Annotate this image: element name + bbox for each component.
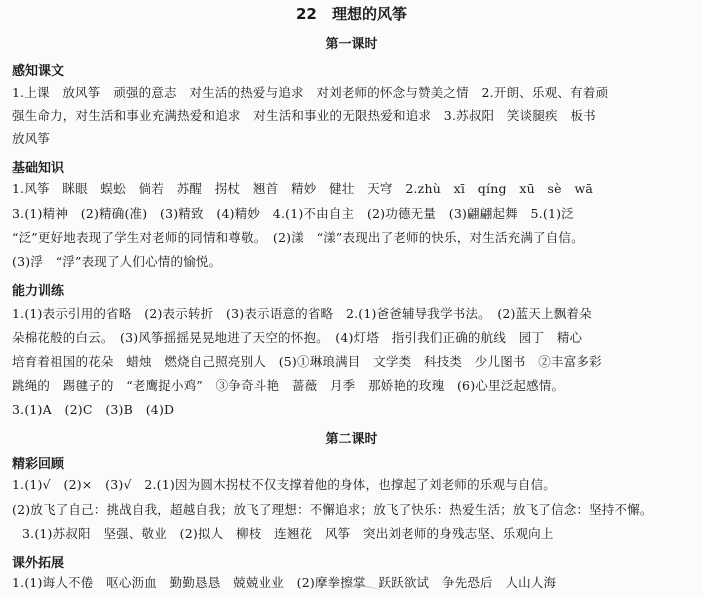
basics-line: “泛”更好地表现了学生对老师的同情和尊敬。 (2)漾 “漾”表现出了老师的快乐，对生活充满了自信。	[12, 230, 584, 245]
basics-line: 3.(1)精神 (2)精确(准) (3)精致 (4)精妙 4.(1)不由自主 (2)功德无量 (3)翩翩起舞 5.(1)泛	[12, 206, 574, 221]
extension-heading: 课外拓展	[12, 556, 65, 571]
training-line: 1.(1)表示引用的省略 (2)表示转折 (3)表示语意的省略 2.(1)爸爸辅导我学书法。 (2)蓝天上飘着朵	[12, 306, 592, 321]
lesson2-heading: 第二课时	[325, 432, 378, 447]
basics-line: (3)浮 “浮”表现了人们心情的愉悦。	[12, 254, 222, 269]
perception-line: 1.上课 放风筝 顽强的意志 对生活的热爱与追求 对刘老师的怀念与赞美之情 2.开朗、乐观、有着顽	[12, 85, 609, 100]
training-line: 3.(1)A (2)C (3)B (4)D	[12, 402, 175, 417]
review-heading: 精彩回顾	[12, 457, 65, 472]
training-line: 朵棉花般的白云。 (3)风筝摇摇晃晃地进了天空的怀抱。 (4)灯塔 指引我们正确的航线 园丁 精心	[12, 330, 583, 345]
lesson1-heading: 第一课时	[325, 37, 378, 52]
page-title	[0, 3, 703, 24]
training-line: 培育着祖国的花朵 蜡烛 燃烧自己照亮别人 (5)①琳琅满目 文学类 科技类 少儿图书 ②丰富多彩	[12, 354, 602, 369]
review-line: (2)放飞了自己：挑战自我，超越自我；放飞了理想：不懈追求；放飞了快乐：热爱生活；放飞了信念：坚持不懈。	[12, 502, 653, 517]
perception-heading: 感知课文	[12, 64, 65, 79]
basics-line: 1.风筝 眯眼 蜈蚣 倘若 苏醒 拐杖 翘首 精妙 健壮 天穹 2.zhù xī qíng xū sè wā	[12, 181, 594, 196]
basics-heading: 基础知识	[12, 161, 65, 176]
page-curve-decoration	[340, 586, 380, 597]
extension-line: 1.(1)诲人不倦 呕心沥血 勤勤恳恳 兢兢业业 (2)摩拳擦掌 跃跃欲试 争先恐后 人山人海	[12, 575, 557, 590]
lesson-title: 理想的风筝	[332, 5, 408, 23]
perception-line: 放风筝	[12, 131, 51, 146]
review-line: 1.(1)√ (2)× (3)√ 2.(1)因为圆木拐杖不仅支撑着他的身体，也撑起了刘老师的乐观与自信。	[12, 477, 556, 492]
training-heading: 能力训练	[12, 284, 65, 299]
lesson-number: 22	[295, 5, 317, 23]
training-line: 跳绳的 踢毽子的 “老鹰捉小鸡” ③争奇斗艳 蔷薇 月季 那娇艳的玫瑰 (6)心里泛起感情。	[12, 378, 565, 393]
perception-line: 强生命力，对生活和事业充满热爱和追求 对生活和事业的无限热爱和追求 3.苏叔阳 笑谈腿疾 板书	[12, 108, 596, 123]
review-line: 3.(1)苏叔阳 坚强、敬业 (2)拟人 柳枝 连翘花 风筝 突出刘老师的身残志坚、乐观向上	[22, 526, 554, 541]
